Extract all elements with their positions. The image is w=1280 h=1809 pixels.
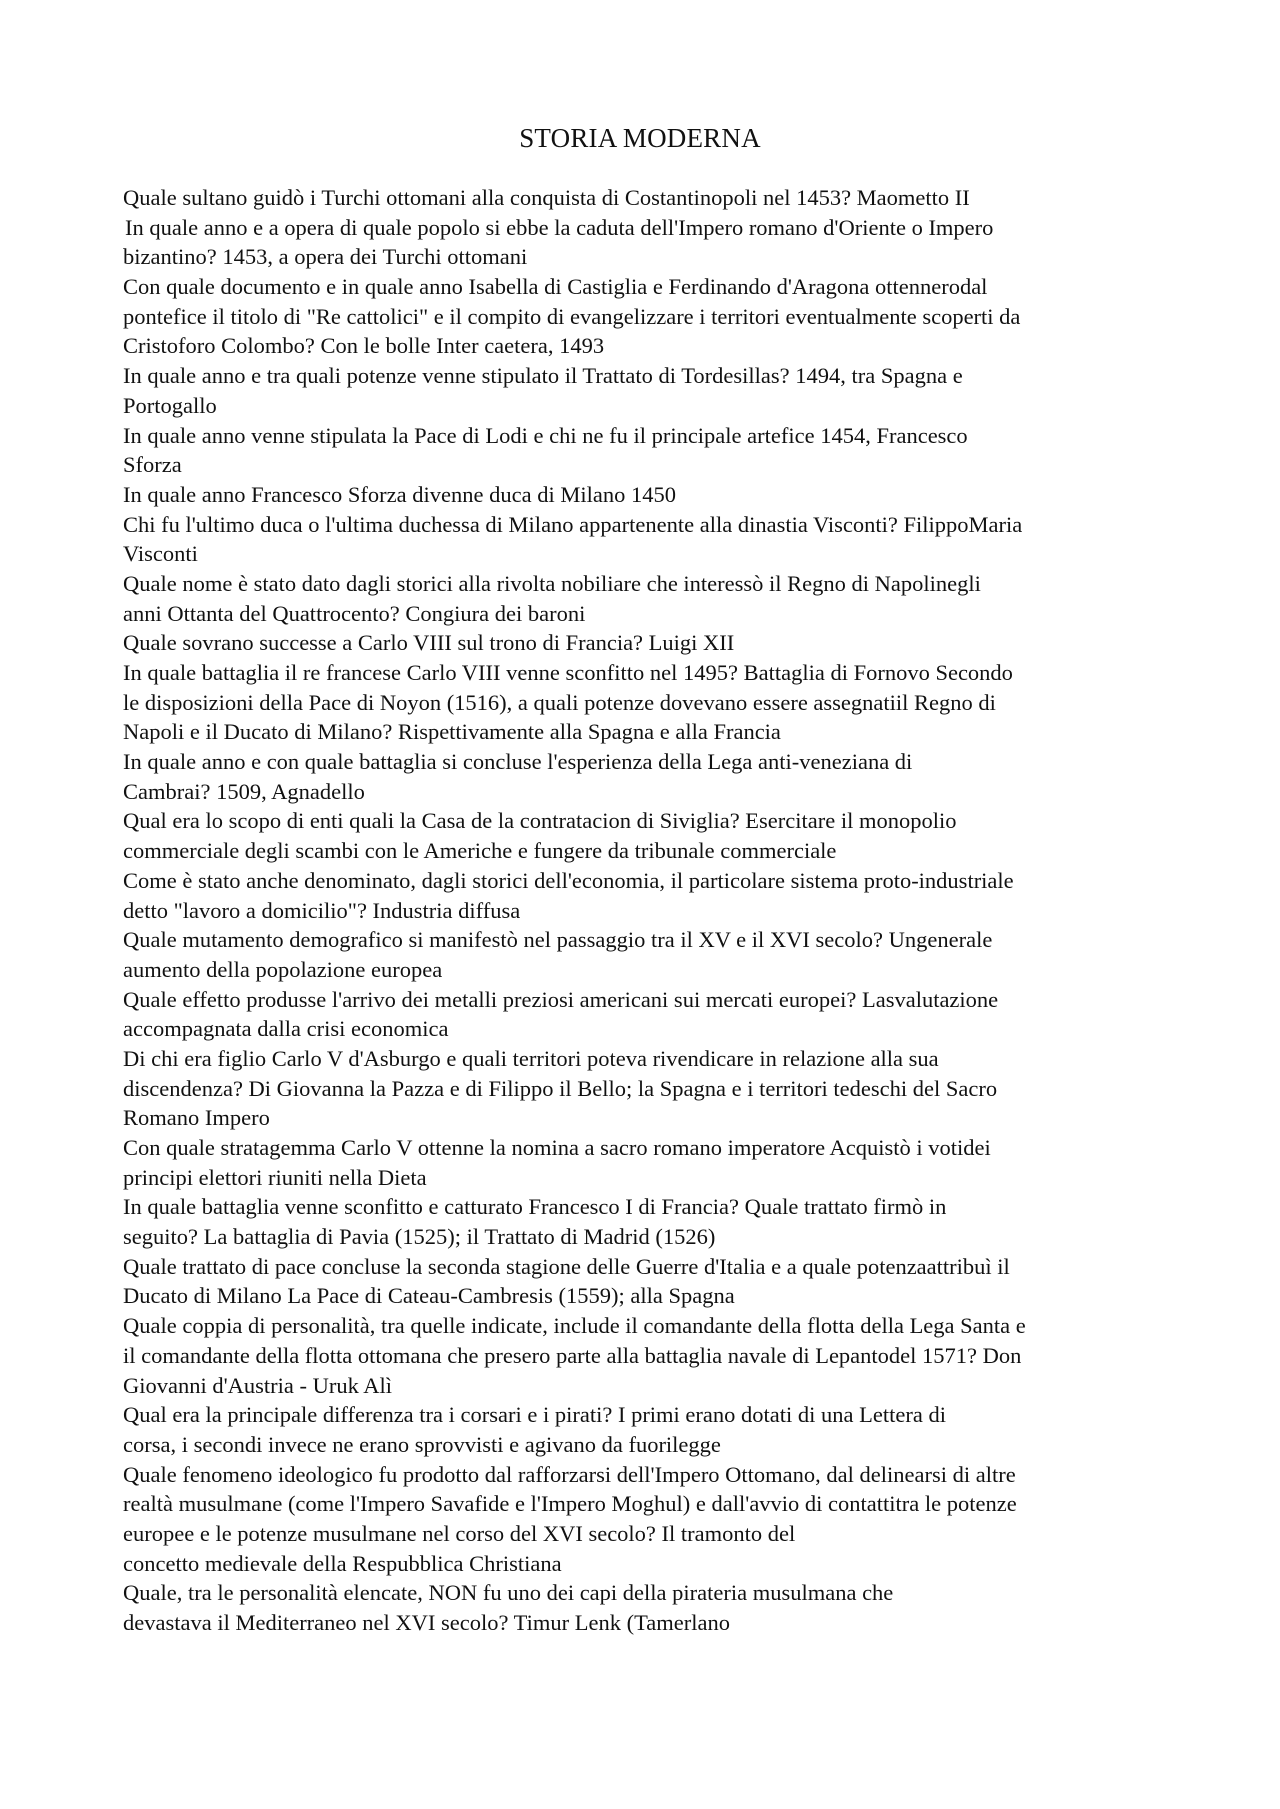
text-line: Visconti: [123, 541, 198, 567]
text-line: principi elettori riuniti nella Dieta: [123, 1164, 427, 1190]
text-line: corsa, i secondi invece ne erano sprovvisti e agivano da fuorilegge: [123, 1431, 721, 1457]
text-line: Quale, tra le personalità elencate, NON fu uno dei capi della pirateria musulmana che: [123, 1580, 894, 1606]
text-line: Giovanni d'Austria - Uruk Alì: [123, 1372, 393, 1398]
text-line: Quale coppia di personalità, tra quelle indicate, include il comandante della flotta della Lega Santa e: [123, 1313, 1026, 1339]
text-line: anni Ottanta del Quattrocento? Congiura dei baroni: [123, 600, 586, 626]
text-line: Come è stato anche denominato, dagli storici dell'economia, il particolare sistema proto-industriale: [123, 867, 1014, 893]
text-line: Con quale documento e in quale anno Isabella di Castiglia e Ferdinando d'Aragona ottennerodal: [123, 274, 988, 300]
text-line: accompagnata dalla crisi economica: [123, 1016, 449, 1042]
text-line: Quale nome è stato dato dagli storici alla rivolta nobiliare che interessò il Regno di Napolinegli: [123, 570, 981, 596]
text-line: Portogallo: [123, 392, 217, 418]
text-line: commerciale degli scambi con le Americhe e fungere da tribunale commerciale: [123, 838, 837, 864]
text-line: Quale sultano guidò i Turchi ottomani alla conquista di Costantinopoli nel 1453? Maometto II: [123, 185, 970, 210]
text-line: In quale anno e con quale battaglia si concluse l'esperienza della Lega anti-veneziana di: [123, 749, 913, 775]
text-line: Napoli e il Ducato di Milano? Rispettivamente alla Spagna e alla Francia: [123, 719, 781, 745]
text-line: realtà musulmane (come l'Impero Savafide e l'Impero Moghul) e dall'avvio di contattitra le potenze: [123, 1491, 1017, 1517]
text-line: Ducato di Milano La Pace di Cateau-Cambresis (1559); alla Spagna: [123, 1283, 735, 1309]
text-line: In quale anno Francesco Sforza divenne duca di Milano 1450: [123, 481, 676, 507]
text-line: In quale anno venne stipulata la Pace di Lodi e chi ne fu il principale artefice 1454, Francesco: [123, 422, 968, 448]
text-line: Qual era lo scopo di enti quali la Casa de la contratacion di Siviglia? Esercitare il monopolio: [123, 808, 957, 834]
text-line: discendenza? Di Giovanna la Pazza e di Filippo il Bello; la Spagna e i territori tedeschi del Sacro: [123, 1075, 998, 1101]
text-line: seguito? La battaglia di Pavia (1525); il Trattato di Madrid (1526): [123, 1224, 716, 1250]
text-line: Di chi era figlio Carlo V d'Asburgo e quali territori poteva rivendicare in relazione alla sua: [123, 1045, 939, 1071]
text-line: pontefice il titolo di "Re cattolici" e il compito di evangelizzare i territori eventualmente scoperti da: [123, 303, 1021, 329]
text-line: il comandante della flotta ottomana che presero parte alla battaglia navale di Lepantodel 1571? Don: [123, 1342, 1022, 1368]
text-line: Con quale stratagemma Carlo V ottenne la nomina a sacro romano imperatore Acquistò i votidei: [123, 1135, 991, 1160]
text-line: Qual era la principale differenza tra i corsari e i pirati? I primi erano dotati di una Lettera di: [123, 1402, 946, 1428]
text-line: In quale anno e tra quali potenze venne stipulato il Trattato di Tordesillas? 1494, tra Spagna e: [123, 363, 963, 389]
document-body: [123, 183, 1173, 1638]
text-line: Quale mutamento demografico si manifestò nel passaggio tra il XV e il XVI secolo? Ungenerale: [123, 927, 993, 953]
document-title: STORIA MODERNA: [519, 123, 761, 153]
text-line: detto "lavoro a domicilio"? Industria diffusa: [123, 897, 521, 923]
text-line: Chi fu l'ultimo duca o l'ultima duchessa di Milano appartenente alla dinastia Visconti? FilippoMaria: [123, 511, 1023, 537]
text-line: aumento della popolazione europea: [123, 956, 443, 982]
text-line: In quale battaglia il re francese Carlo VIII venne sconfitto nel 1495? Battaglia di Fornovo Secondo: [123, 660, 1013, 685]
text-line: europee e le potenze musulmane nel corso del XVI secolo? Il tramonto del: [123, 1520, 796, 1546]
text-line: devastava il Mediterraneo nel XVI secolo? Timur Lenk (Tamerlano: [123, 1610, 730, 1635]
text-line: Cambrai? 1509, Agnadello: [123, 778, 365, 804]
text-line: Sforza: [123, 452, 182, 478]
text-line: Romano Impero: [123, 1105, 270, 1131]
text-line: Cristoforo Colombo? Con le bolle Inter caetera, 1493: [123, 333, 605, 359]
text-line: Quale fenomeno ideologico fu prodotto dal rafforzarsi dell'Impero Ottomano, dal delinearsi di altre: [123, 1461, 1016, 1487]
text-line: le disposizioni della Pace di Noyon (1516), a quali potenze dovevano essere assegnatiil Regno di: [123, 689, 996, 715]
text-line: Quale sovrano successe a Carlo VIII sul trono di Francia? Luigi XII: [123, 630, 735, 656]
text-line: bizantino? 1453, a opera dei Turchi ottomani: [123, 244, 528, 270]
text-line: In quale anno e a opera di quale popolo si ebbe la caduta dell'Impero romano d'Oriente o Impero: [125, 214, 994, 240]
text-line: concetto medievale della Respubblica Christiana: [123, 1550, 562, 1576]
text-line: In quale battaglia venne sconfitto e catturato Francesco I di Francia? Quale trattato firmò in: [123, 1194, 947, 1220]
text-line: Quale trattato di pace concluse la seconda stagione delle Guerre d'Italia e a quale potenzaattribuì il: [123, 1253, 1010, 1279]
text-line: Quale effetto produsse l'arrivo dei metalli preziosi americani sui mercati europei? Lasvalutazione: [123, 986, 999, 1012]
